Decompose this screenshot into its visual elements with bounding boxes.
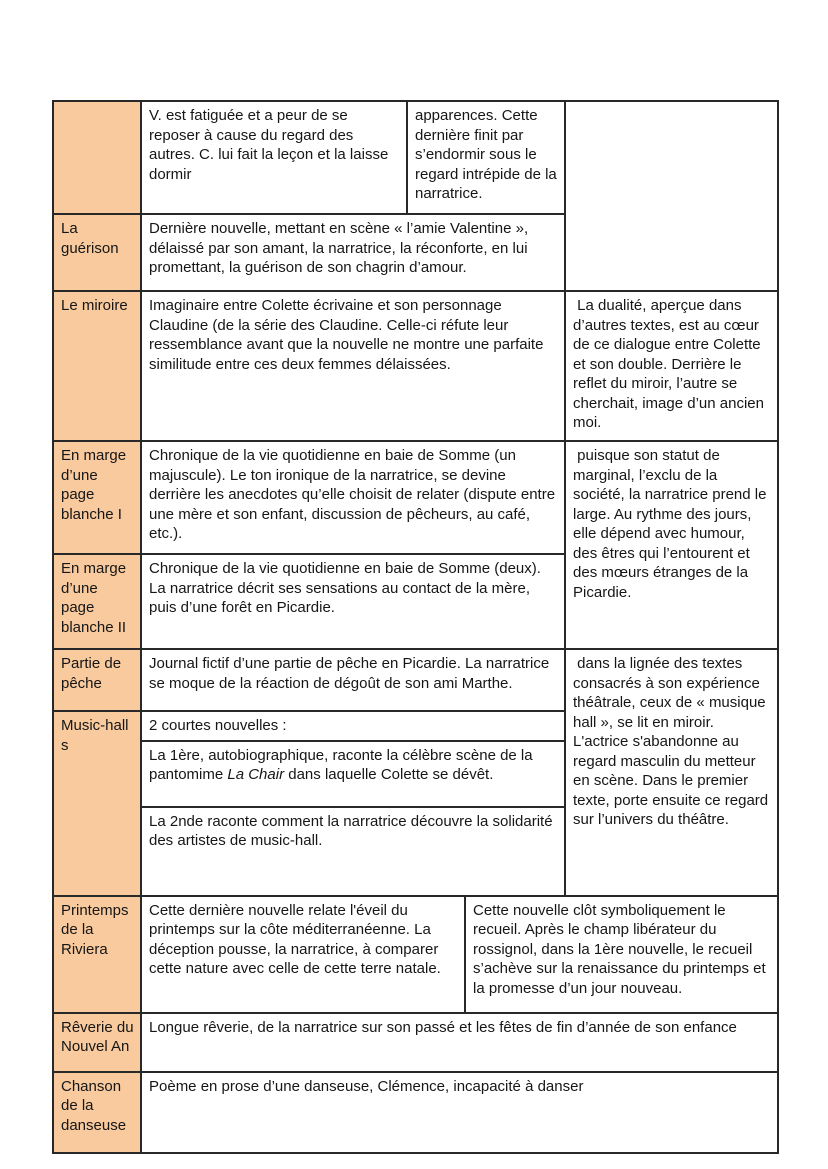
musichalls-item1-post: dans laquelle Colette se dévêt. [284, 766, 494, 783]
cell-musichalls-title [53, 711, 141, 896]
cell-musichalls-intro: 2 courtes nouvelles : [141, 711, 565, 741]
cell-marge2-summary: Chronique de la vie quotidienne en baie de Somme (deux). La narratrice décrit ses sensations au contact de la mère, puis d’une forêt en Picardie. [141, 554, 565, 649]
table-row [53, 1072, 778, 1153]
cell-riviera-summary: Cette dernière nouvelle relate l'éveil du printemps sur la côte méditerranéenne. La déception pousse, la narratrice, à comparer cette nature avec celle de cette terre natale. [141, 896, 465, 1013]
cell-marge-comment: puisque son statut de marginal, l’exclu de la société, la narratrice prend le large. Au rythme des jours, elle dépend avec humour, des êtres qui l’entourent et des mœurs étranges de la Picardie. [565, 441, 778, 649]
cell-miroir-title: Le miroire [53, 291, 141, 441]
cell-reverie-summary: Longue rêverie, de la narratrice sur son passé et les fêtes de fin d’année de son enfance [141, 1013, 778, 1072]
cell-riviera-comment: Cette nouvelle clôt symboliquement le recueil. Après le champ libérateur du rossignol, dans la 1ère nouvelle, le recueil s’achève sur la renaissance du printemps et la promesse d’un jour nouveau. [465, 896, 778, 1013]
table-row [53, 441, 778, 554]
cell-guerison-title: La guérison [53, 214, 141, 291]
cell-empty-title [53, 101, 141, 214]
cell-guerison-summary: Dernière nouvelle, mettant en scène « l’amie Valentine », délaissé par son amant, la narratrice, la réconforte, en lui promettant, la guérison de son chagrin d’amour. [141, 214, 565, 291]
cell-valentine-comment: apparences. Cette dernière finit par s’endormir sous le regard intrépide de la narratrice. [407, 101, 565, 214]
cell-chanson-summary: Poème en prose d’une danseuse, Clémence, incapacité à danser [141, 1072, 778, 1153]
cell-miroir-comment: La dualité, aperçue dans d’autres textes, est au cœur de ce dialogue entre Colette et son double. Derrière le reflet du miroir, l’autre se cherchait, image d’un ancien moi. [565, 291, 778, 441]
cell-theatre-comment: dans la lignée des textes consacrés à son expérience théâtrale, ceux de « musique hall », se lit en miroir. L'actrice s'abandonne au regard masculin du metteur en scène. Dans le premier texte, porte ensuite ce regard sur l’univers du théâtre. [565, 649, 778, 896]
musichalls-item1-pre: La 1ère, autobiographique, raconte la célèbre scène de la pantomime [149, 746, 533, 783]
musichalls-title-line1: Music-hall [61, 717, 129, 734]
musichalls-item1-work-title: La Chair [227, 766, 285, 783]
cell-marge2-title: En marge d’une page blanche II [53, 554, 141, 649]
cell-peche-summary: Journal fictif d’une partie de pêche en Picardie. La narratrice se moque de la réaction de dégoût de son ami Marthe. [141, 649, 565, 711]
cell-marge1-title: En marge d’une page blanche I [53, 441, 141, 554]
cell-marge1-summary: Chronique de la vie quotidienne en baie de Somme (un majuscule). Le ton ironique de la narratrice, se devine derrière les anecdotes qu’elle choisit de relater (dispute entre une mère et son enfant, discussion de pêcheurs, au café, etc.). [141, 441, 565, 554]
table-row [53, 291, 778, 441]
cell-empty-comment [565, 101, 778, 291]
cell-musichalls-item2: La 2nde raconte comment la narratrice découvre la solidarité des artistes de music-hall. [141, 807, 565, 896]
musichalls-title-line2: s [61, 736, 69, 754]
cell-chanson-title: Chanson de la danseuse [53, 1072, 141, 1153]
cell-peche-title: Partie de pêche [53, 649, 141, 711]
cell-miroir-summary: Imaginaire entre Colette écrivaine et son personnage Claudine (de la série des Claudine. Celle-ci réfute leur ressemblance avant que la nouvelle ne montre une parfaite similitude entre ces deux femmes délaissées. [141, 291, 565, 441]
cell-valentine-summary: V. est fatiguée et a peur de se reposer à cause du regard des autres. C. lui fait la leçon et la laisse dormir [141, 101, 407, 214]
table-row [53, 101, 778, 214]
cell-reverie-title: Rêverie du Nouvel An [53, 1013, 141, 1072]
cell-riviera-title: Printemps de la Riviera [53, 896, 141, 1013]
table-row [53, 896, 778, 1013]
cell-musichalls-item1 [141, 741, 565, 807]
stories-summary-table [52, 100, 779, 1154]
table-row [53, 1013, 778, 1072]
table-row [53, 649, 778, 711]
